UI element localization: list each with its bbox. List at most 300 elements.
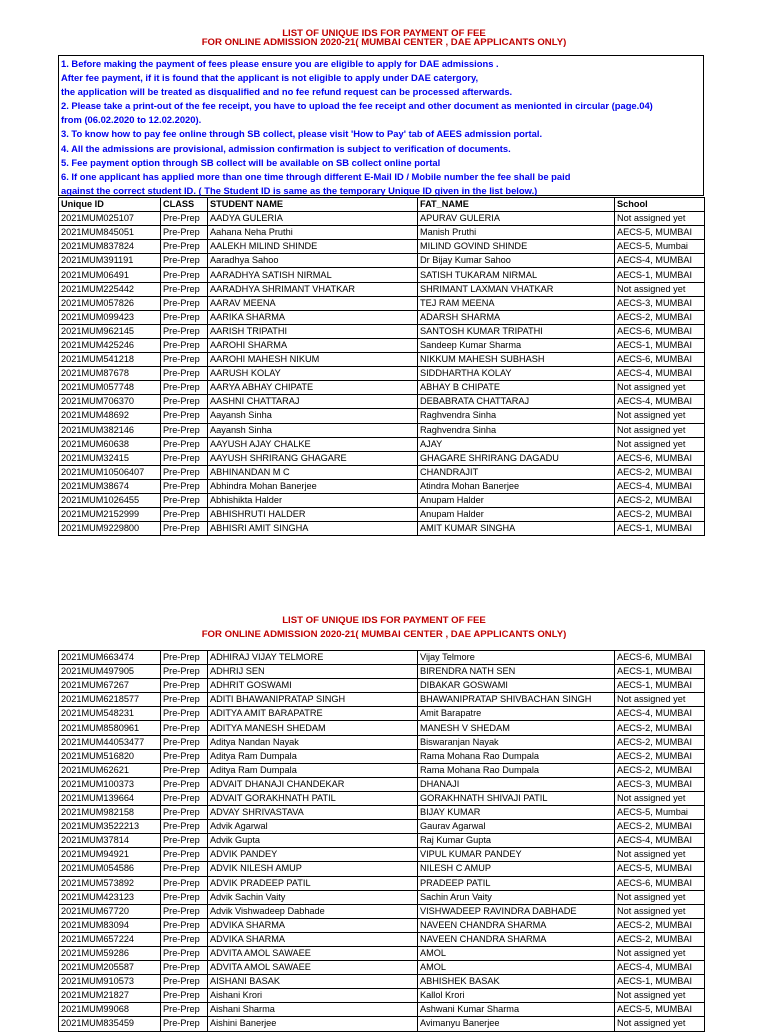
father-name-cell: Gaurav Agarwal [418,820,615,834]
table-row [59,437,705,451]
student-name-cell: Abhindra Mohan Banerjee [208,479,418,493]
student-name-cell: ADHIRAJ VIJAY TELMORE [208,651,418,665]
father-name-cell: Rama Mohana Rao Dumpala [418,749,615,763]
instruction-line: 4. All the admissions are provisional, admission confirmation is subject to verification of documents. [61,142,511,154]
school-cell: AECS-2, MUMBAI [615,508,705,522]
column-header-father-name: FAT_NAME [418,198,615,212]
unique-id-cell: 2021MUM62621 [59,763,161,777]
school-cell: AECS-5, MUMBAI [615,226,705,240]
table-row [59,791,705,805]
unique-id-cell: 2021MUM1026455 [59,493,161,507]
school-cell: AECS-2, MUMBAI [615,735,705,749]
school-cell: Not assigned yet [615,409,705,423]
unique-id-cell: 2021MUM225442 [59,282,161,296]
school-cell: AECS-1, MUMBAI [615,338,705,352]
father-name-cell: GHAGARE SHRIRANG DAGADU [418,451,615,465]
school-cell: AECS-4, MUMBAI [615,834,705,848]
applicants-table-2 [58,650,705,1032]
school-cell: AECS-3, MUMBAI [615,777,705,791]
father-name-cell: GORAKHNATH SHIVAJI PATIL [418,791,615,805]
student-name-cell: AARADHYA SATISH NIRMAL [208,268,418,282]
column-header-school: School [615,198,705,212]
class-cell: Pre-Prep [161,806,208,820]
table-row [59,679,705,693]
student-name-cell: Advik Agarwal [208,820,418,834]
school-cell: AECS-5, MUMBAI [615,1003,705,1017]
class-cell: Pre-Prep [161,353,208,367]
student-name-cell: AARIKA SHARMA [208,310,418,324]
father-name-cell: VISHWADEEP RAVINDRA DABHADE [418,904,615,918]
table-row [59,268,705,282]
father-name-cell: Anupam Halder [418,493,615,507]
school-cell: AECS-2, MUMBAI [615,932,705,946]
table-row [59,834,705,848]
class-cell: Pre-Prep [161,791,208,805]
school-cell: AECS-2, MUMBAI [615,918,705,932]
student-name-cell: Aishini Banerjee [208,1017,418,1031]
unique-id-cell: 2021MUM32415 [59,451,161,465]
column-header-student-name: STUDENT NAME [208,198,418,212]
school-cell: Not assigned yet [615,282,705,296]
father-name-cell: Sandeep Kumar Sharma [418,338,615,352]
student-name-cell: ADITYA AMIT BARAPATRE [208,707,418,721]
father-name-cell: SHRIMANT LAXMAN VHATKAR [418,282,615,296]
unique-id-cell: 2021MUM9229800 [59,522,161,536]
student-name-cell: ADVIKA SHARMA [208,932,418,946]
student-name-cell: ADHRIJ SEN [208,665,418,679]
table-row [59,961,705,975]
school-cell: AECS-6, MUMBAI [615,324,705,338]
father-name-cell: Biswaranjan Nayak [418,735,615,749]
table-row [59,876,705,890]
class-cell: Pre-Prep [161,212,208,226]
table-row [59,749,705,763]
unique-id-cell: 2021MUM10506407 [59,465,161,479]
unique-id-cell: 2021MUM382146 [59,423,161,437]
class-cell: Pre-Prep [161,862,208,876]
class-cell: Pre-Prep [161,735,208,749]
father-name-cell: DHANAJI [418,777,615,791]
student-name-cell: AARUSH KOLAY [208,367,418,381]
student-name-cell: Aditya Ram Dumpala [208,763,418,777]
unique-id-cell: 2021MUM38674 [59,479,161,493]
father-name-cell: TEJ RAM MEENA [418,296,615,310]
school-cell: AECS-4, MUMBAI [615,395,705,409]
student-name-cell: Aaradhya Sahoo [208,254,418,268]
school-cell: AECS-5, MUMBAI [615,862,705,876]
table-row [59,367,705,381]
unique-id-cell: 2021MUM3522213 [59,820,161,834]
table-row [59,820,705,834]
school-cell: Not assigned yet [615,212,705,226]
school-cell: AECS-2, MUMBAI [615,721,705,735]
student-name-cell: ABHISHRUTI HALDER [208,508,418,522]
class-cell: Pre-Prep [161,651,208,665]
school-cell: AECS-1, MUMBAI [615,679,705,693]
class-cell: Pre-Prep [161,1017,208,1031]
unique-id-cell: 2021MUM48692 [59,409,161,423]
class-cell: Pre-Prep [161,904,208,918]
father-name-cell: NAVEEN CHANDRA SHARMA [418,918,615,932]
school-cell: Not assigned yet [615,423,705,437]
class-cell: Pre-Prep [161,763,208,777]
father-name-cell: AMOL [418,961,615,975]
unique-id-cell: 2021MUM910573 [59,975,161,989]
school-cell: AECS-1, MUMBAI [615,975,705,989]
father-name-cell: Vijay Telmore [418,651,615,665]
school-cell: Not assigned yet [615,693,705,707]
unique-id-cell: 2021MUM025107 [59,212,161,226]
table-row [59,721,705,735]
father-name-cell: AJAY [418,437,615,451]
student-name-cell: ADVAIT GORAKHNATH PATIL [208,791,418,805]
column-header-unique-id: Unique ID [59,198,161,212]
table-row [59,296,705,310]
father-name-cell: MANESH V SHEDAM [418,721,615,735]
class-cell: Pre-Prep [161,749,208,763]
class-cell: Pre-Prep [161,820,208,834]
father-name-cell: NIKKUM MAHESH SUBHASH [418,353,615,367]
class-cell: Pre-Prep [161,465,208,479]
unique-id-cell: 2021MUM497905 [59,665,161,679]
student-name-cell: Abhishikta Halder [208,493,418,507]
unique-id-cell: 2021MUM205587 [59,961,161,975]
student-name-cell: AISHANI BASAK [208,975,418,989]
student-name-cell: Aditya Nandan Nayak [208,735,418,749]
class-cell: Pre-Prep [161,961,208,975]
school-cell: AECS-2, MUMBAI [615,310,705,324]
class-cell: Pre-Prep [161,707,208,721]
table-row [59,890,705,904]
unique-id-cell: 2021MUM837824 [59,240,161,254]
unique-id-cell: 2021MUM548231 [59,707,161,721]
unique-id-cell: 2021MUM057748 [59,381,161,395]
unique-id-cell: 2021MUM100373 [59,777,161,791]
school-cell: AECS-2, MUMBAI [615,820,705,834]
class-cell: Pre-Prep [161,268,208,282]
table-row [59,451,705,465]
unique-id-cell: 2021MUM44053477 [59,735,161,749]
class-cell: Pre-Prep [161,777,208,791]
father-name-cell: Ashwani Kumar Sharma [418,1003,615,1017]
list-title: LIST OF UNIQUE IDS FOR PAYMENT OF FEE [282,615,486,626]
unique-id-cell: 2021MUM06491 [59,268,161,282]
father-name-cell: Sachin Arun Vaity [418,890,615,904]
father-name-cell: AMIT KUMAR SINGHA [418,522,615,536]
school-cell: AECS-2, MUMBAI [615,493,705,507]
father-name-cell: CHANDRAJIT [418,465,615,479]
student-name-cell: Aishani Krori [208,989,418,1003]
father-name-cell: DEBABRATA CHATTARAJ [418,395,615,409]
class-cell: Pre-Prep [161,876,208,890]
father-name-cell: SATISH TUKARAM NIRMAL [418,268,615,282]
father-name-cell: BIJAY KUMAR [418,806,615,820]
student-name-cell: ABHISRI AMIT SINGHA [208,522,418,536]
student-name-cell: AARAV MEENA [208,296,418,310]
unique-id-cell: 2021MUM657224 [59,932,161,946]
unique-id-cell: 2021MUM8580961 [59,721,161,735]
unique-id-cell: 2021MUM057826 [59,296,161,310]
table-row [59,735,705,749]
unique-id-cell: 2021MUM2152999 [59,508,161,522]
class-cell: Pre-Prep [161,508,208,522]
school-cell: Not assigned yet [615,848,705,862]
table-row [59,423,705,437]
table-row [59,1003,705,1017]
school-cell: AECS-4, MUMBAI [615,479,705,493]
student-name-cell: ADVIK NILESH AMUP [208,862,418,876]
student-name-cell: AAYUSH AJAY CHALKE [208,437,418,451]
father-name-cell: Dr Bijay Kumar Sahoo [418,254,615,268]
school-cell: AECS-2, MUMBAI [615,763,705,777]
unique-id-cell: 2021MUM391191 [59,254,161,268]
student-name-cell: Aditya Ram Dumpala [208,749,418,763]
table-row [59,862,705,876]
class-cell: Pre-Prep [161,451,208,465]
class-cell: Pre-Prep [161,423,208,437]
unique-id-cell: 2021MUM663474 [59,651,161,665]
table-row [59,904,705,918]
father-name-cell: VIPUL KUMAR PANDEY [418,848,615,862]
class-cell: Pre-Prep [161,493,208,507]
instruction-line: 6. If one applicant has applied more than one time through different E-Mail ID / Mobile number the fee shall be paid [61,170,571,182]
class-cell: Pre-Prep [161,226,208,240]
father-name-cell: Raghvendra Sinha [418,409,615,423]
class-cell: Pre-Prep [161,338,208,352]
unique-id-cell: 2021MUM139664 [59,791,161,805]
table-row [59,651,705,665]
class-cell: Pre-Prep [161,975,208,989]
unique-id-cell: 2021MUM982158 [59,806,161,820]
father-name-cell: Avimanyu Banerjee [418,1017,615,1031]
class-cell: Pre-Prep [161,1003,208,1017]
instruction-line: the application will be treated as disqualified and no fee refund request can be processed afterwards. [61,86,513,98]
student-name-cell: ADVITA AMOL SAWAEE [208,961,418,975]
student-name-cell: Aayansh Sinha [208,409,418,423]
school-cell: AECS-4, MUMBAI [615,961,705,975]
student-name-cell: AAROHI SHARMA [208,338,418,352]
column-header-class: CLASS [161,198,208,212]
school-cell: AECS-3, MUMBAI [615,296,705,310]
student-name-cell: Aahana Neha Pruthi [208,226,418,240]
unique-id-cell: 2021MUM67720 [59,904,161,918]
father-name-cell: BHAWANIPRATAP SHIVBACHAN SINGH [418,693,615,707]
table-row [59,777,705,791]
table-row [59,946,705,960]
table-row [59,310,705,324]
instruction-line: from (06.02.2020 to 12.02.2020). [61,114,202,126]
instructions-box [58,55,704,196]
student-name-cell: AAYUSH SHRIRANG GHAGARE [208,451,418,465]
class-cell: Pre-Prep [161,437,208,451]
instruction-line: against the correct student ID. ( The Student ID is same as the temporary Unique ID given in the list below.) [61,184,538,196]
student-name-cell: AASHNI CHATTARAJ [208,395,418,409]
father-name-cell: Raghvendra Sinha [418,423,615,437]
instruction-line: 2. Please take a print-out of the fee receipt, you have to upload the fee receipt and other document as menionted in circular (page.04) [61,100,653,112]
class-cell: Pre-Prep [161,834,208,848]
student-name-cell: ADVIK PRADEEP PATIL [208,876,418,890]
father-name-cell: BIRENDRA NATH SEN [418,665,615,679]
school-cell: Not assigned yet [615,1017,705,1031]
instruction-line: After fee payment, if it is found that the applicant is not eligible to apply under DAE catergory, [61,72,479,84]
student-name-cell: ADVIK PANDEY [208,848,418,862]
class-cell: Pre-Prep [161,890,208,904]
class-cell: Pre-Prep [161,721,208,735]
table-row [59,338,705,352]
table-row [59,508,705,522]
class-cell: Pre-Prep [161,324,208,338]
table-row [59,989,705,1003]
table-row [59,226,705,240]
class-cell: Pre-Prep [161,848,208,862]
school-cell: AECS-6, MUMBAI [615,876,705,890]
student-name-cell: ADVAY SHRIVASTAVA [208,806,418,820]
student-name-cell: Aishani Sharma [208,1003,418,1017]
unique-id-cell: 2021MUM706370 [59,395,161,409]
class-cell: Pre-Prep [161,240,208,254]
table-row [59,395,705,409]
applicants-table-1 [58,197,705,536]
father-name-cell: NILESH C AMUP [418,862,615,876]
student-name-cell: AAROHI MAHESH NIKUM [208,353,418,367]
table-row [59,522,705,536]
table-header-row [59,198,705,212]
school-cell: Not assigned yet [615,989,705,1003]
school-cell: AECS-4, MUMBAI [615,367,705,381]
father-name-cell: APURAV GULERIA [418,212,615,226]
father-name-cell: ABHISHEK BASAK [418,975,615,989]
student-name-cell: Advik Sachin Vaity [208,890,418,904]
class-cell: Pre-Prep [161,409,208,423]
table-row [59,465,705,479]
class-cell: Pre-Prep [161,395,208,409]
school-cell: AECS-1, MUMBAI [615,522,705,536]
father-name-cell: DIBAKAR GOSWAMI [418,679,615,693]
unique-id-cell: 2021MUM054586 [59,862,161,876]
table-row [59,493,705,507]
school-cell: Not assigned yet [615,437,705,451]
class-cell: Pre-Prep [161,381,208,395]
unique-id-cell: 2021MUM60638 [59,437,161,451]
student-name-cell: ADHRIT GOSWAMI [208,679,418,693]
instruction-line: 3. To know how to pay fee online through SB collect, please visit 'How to Pay' tab of AEES admission portal. [61,128,543,140]
list-subtitle: FOR ONLINE ADMISSION 2020-21( MUMBAI CENTER , DAE APPLICANTS ONLY) [201,629,567,640]
table-row [59,693,705,707]
unique-id-cell: 2021MUM835459 [59,1017,161,1031]
school-cell: AECS-5, Mumbai [615,806,705,820]
table-row [59,254,705,268]
father-name-cell: MILIND GOVIND SHINDE [418,240,615,254]
father-name-cell: Rama Mohana Rao Dumpala [418,763,615,777]
father-name-cell: ADARSH SHARMA [418,310,615,324]
father-name-cell: SIDDHARTHA KOLAY [418,367,615,381]
father-name-cell: Anupam Halder [418,508,615,522]
school-cell: AECS-5, Mumbai [615,240,705,254]
student-name-cell: Aayansh Sinha [208,423,418,437]
school-cell: Not assigned yet [615,946,705,960]
school-cell: Not assigned yet [615,904,705,918]
school-cell: Not assigned yet [615,890,705,904]
father-name-cell: Manish Pruthi [418,226,615,240]
unique-id-cell: 2021MUM573892 [59,876,161,890]
father-name-cell: PRADEEP PATIL [418,876,615,890]
unique-id-cell: 2021MUM59286 [59,946,161,960]
father-name-cell: ABHAY B CHIPATE [418,381,615,395]
student-name-cell: AALEKH MILIND SHINDE [208,240,418,254]
table-row [59,848,705,862]
unique-id-cell: 2021MUM83094 [59,918,161,932]
table-row [59,918,705,932]
unique-id-cell: 2021MUM099423 [59,310,161,324]
father-name-cell: NAVEEN CHANDRA SHARMA [418,932,615,946]
class-cell: Pre-Prep [161,310,208,324]
student-name-cell: Advik Gupta [208,834,418,848]
school-cell: Not assigned yet [615,791,705,805]
school-cell: AECS-2, MUMBAI [615,749,705,763]
student-name-cell: ADITYA MANESH SHEDAM [208,721,418,735]
school-cell: AECS-4, MUMBAI [615,254,705,268]
table-row [59,353,705,367]
school-cell: AECS-4, MUMBAI [615,707,705,721]
table-row [59,806,705,820]
class-cell: Pre-Prep [161,918,208,932]
class-cell: Pre-Prep [161,479,208,493]
unique-id-cell: 2021MUM37814 [59,834,161,848]
table-row [59,975,705,989]
father-name-cell: Amit Barapatre [418,707,615,721]
student-name-cell: AADYA GULERIA [208,212,418,226]
unique-id-cell: 2021MUM425246 [59,338,161,352]
student-name-cell: ADVITA AMOL SAWAEE [208,946,418,960]
class-cell: Pre-Prep [161,946,208,960]
student-name-cell: AARISH TRIPATHI [208,324,418,338]
school-cell: Not assigned yet [615,381,705,395]
class-cell: Pre-Prep [161,989,208,1003]
school-cell: AECS-6, MUMBAI [615,451,705,465]
student-name-cell: AARADHYA SHRIMANT VHATKAR [208,282,418,296]
father-name-cell: Kallol Krori [418,989,615,1003]
unique-id-cell: 2021MUM6218577 [59,693,161,707]
class-cell: Pre-Prep [161,282,208,296]
list-subtitle: FOR ONLINE ADMISSION 2020-21( MUMBAI CENTER , DAE APPLICANTS ONLY) [201,37,567,48]
class-cell: Pre-Prep [161,254,208,268]
unique-id-cell: 2021MUM67267 [59,679,161,693]
unique-id-cell: 2021MUM962145 [59,324,161,338]
table-row [59,763,705,777]
school-cell: AECS-6, MUMBAI [615,651,705,665]
father-name-cell: SANTOSH KUMAR TRIPATHI [418,324,615,338]
class-cell: Pre-Prep [161,693,208,707]
unique-id-cell: 2021MUM94921 [59,848,161,862]
school-cell: AECS-6, MUMBAI [615,353,705,367]
class-cell: Pre-Prep [161,522,208,536]
unique-id-cell: 2021MUM423123 [59,890,161,904]
table-row [59,381,705,395]
class-cell: Pre-Prep [161,296,208,310]
unique-id-cell: 2021MUM845051 [59,226,161,240]
school-cell: AECS-2, MUMBAI [615,465,705,479]
student-name-cell: AARYA ABHAY CHIPATE [208,381,418,395]
class-cell: Pre-Prep [161,932,208,946]
unique-id-cell: 2021MUM516820 [59,749,161,763]
table-row [59,240,705,254]
table-row [59,282,705,296]
list-title: LIST OF UNIQUE IDS FOR PAYMENT OF FEE [282,28,486,39]
table-row [59,212,705,226]
unique-id-cell: 2021MUM541218 [59,353,161,367]
table-row [59,479,705,493]
student-name-cell: ADITI BHAWANIPRATAP SINGH [208,693,418,707]
